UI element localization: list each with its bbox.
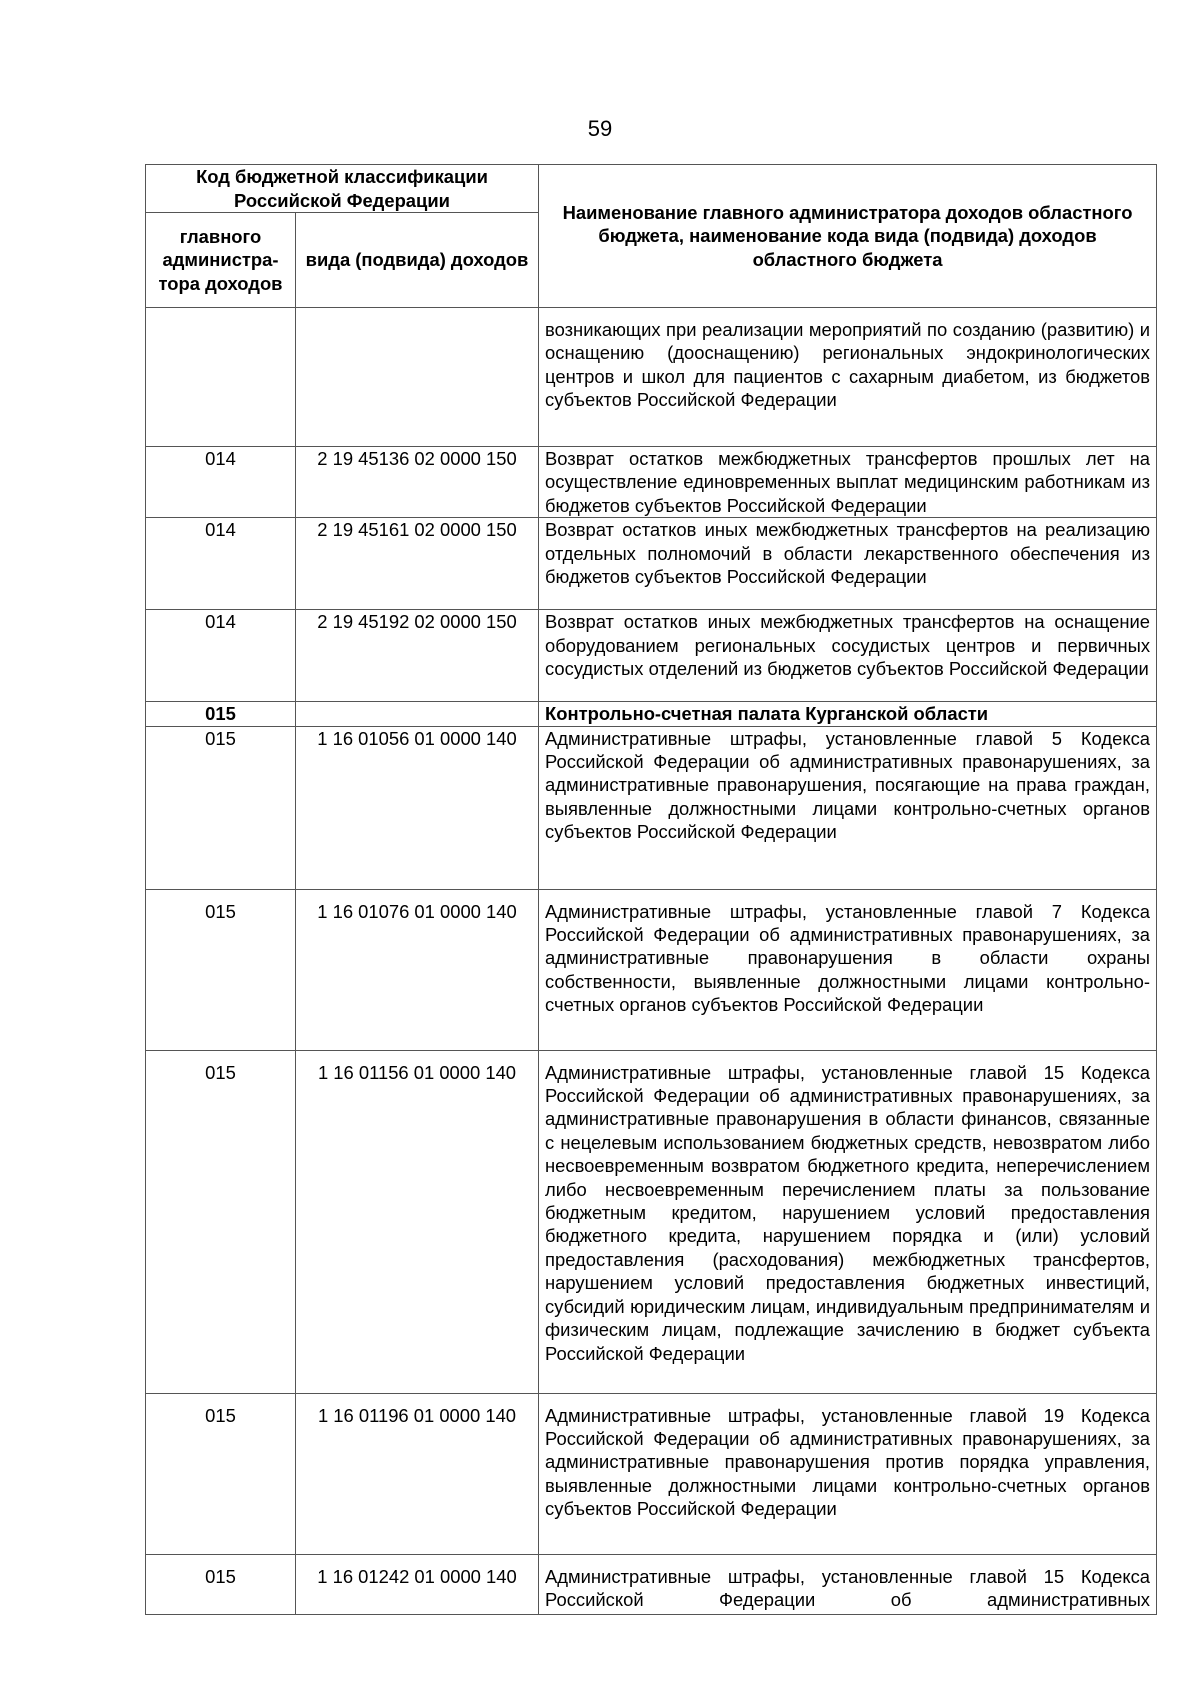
income-code-cell: 2 19 45161 02 0000 150: [296, 518, 539, 610]
income-name-cell: Административные штрафы, установленные главой 15 Кодекса Российской Федерации об административных правонарушениях, за административные правонарушения в области финансов, связанные с нецелевым использованием бюджетных средств, невозвратом либо несвоевременным возвратом бюджетного кредита, неперечислением либо несвоевременным перечислением платы за пользование бюджетным кредитом, нарушением условий предоставления бюджетного кредита, нарушением порядка и (или) условий предоставления (расходования) межбюджетных трансфертов, нарушением условий предоставления бюджетных инвестиций, субсидий юридическим лицам, индивидуальным предпринимателям и физическим лицам, подлежащие зачислению в бюджет субъекта Российской Федерации: [539, 1050, 1157, 1393]
admin-code-cell: 015: [146, 1393, 296, 1554]
admin-code-cell: 015: [146, 1554, 296, 1614]
admin-code-cell: 014: [146, 518, 296, 610]
table-row: [146, 1393, 1157, 1554]
income-code-cell: 1 16 01076 01 0000 140: [296, 889, 539, 1050]
income-code-cell: 2 19 45192 02 0000 150: [296, 610, 539, 702]
admin-code-cell: 014: [146, 610, 296, 702]
income-code-cell: 1 16 01056 01 0000 140: [296, 726, 539, 889]
income-name-cell: Контрольно-счетная палата Курганской области: [539, 702, 1157, 726]
admin-code-cell: 015: [146, 702, 296, 726]
table-row: [146, 447, 1157, 518]
admin-code-cell: 015: [146, 1050, 296, 1393]
income-name-cell: Возврат остатков межбюджетных трансфертов прошлых лет на осуществление единовременных выплат медицинским работникам из бюджетов субъектов Российской Федерации: [539, 447, 1157, 518]
table-row: [146, 518, 1157, 610]
income-code-cell: [296, 308, 539, 447]
admin-code-cell: 015: [146, 889, 296, 1050]
header-administrator-name: Наименование главного администратора доходов областного бюджета, наименование кода вида (подвида) доходов областного бюджета: [539, 165, 1157, 308]
income-name-cell: Административные штрафы, установленные главой 7 Кодекса Российской Федерации об административных правонарушениях, за административные правонарушения в области охраны собственности, выявленные должностными лицами контрольно-счетных органов субъектов Российской Федерации: [539, 889, 1157, 1050]
admin-code-cell: 015: [146, 726, 296, 889]
table-row: [146, 308, 1157, 447]
table-row: [146, 1554, 1157, 1614]
table-row: [146, 1050, 1157, 1393]
income-name-cell: Возврат остатков иных межбюджетных трансфертов на реализацию отдельных полномочий в области лекарственного обеспечения из бюджетов субъектов Российской Федерации: [539, 518, 1157, 610]
table-row: [146, 610, 1157, 702]
page-number: 59: [587, 116, 613, 141]
header-income-kind-code: вида (подвида) доходов: [296, 213, 539, 308]
header-admin-code: главного администра-тора доходов: [146, 213, 296, 308]
income-name-cell: возникающих при реализации мероприятий по созданию (развитию) и оснащению (дооснащению) региональных эндокринологических центров и школ для пациентов с сахарным диабетом, из бюджетов субъектов Российской Федерации: [539, 308, 1157, 447]
table-row: [146, 726, 1157, 889]
income-name-cell: Возврат остатков иных межбюджетных трансфертов на оснащение оборудованием региональных сосудистых центров и первичных сосудистых отделений из бюджетов субъектов Российской Федерации: [539, 610, 1157, 702]
income-name-cell: Административные штрафы, установленные главой 15 Кодекса Российской Федерации об административных: [539, 1554, 1157, 1614]
table-row: [146, 889, 1157, 1050]
income-code-cell: 1 16 01156 01 0000 140: [296, 1050, 539, 1393]
admin-code-cell: [146, 308, 296, 447]
income-code-cell: [296, 702, 539, 726]
table-row: [146, 702, 1157, 726]
income-name-cell: Административные штрафы, установленные главой 19 Кодекса Российской Федерации об административных правонарушениях, за административные правонарушения против порядка управления, выявленные должностными лицами контрольно-счетных органов субъектов Российской Федерации: [539, 1393, 1157, 1554]
income-code-cell: 2 19 45136 02 0000 150: [296, 447, 539, 518]
income-code-cell: 1 16 01242 01 0000 140: [296, 1554, 539, 1614]
income-name-cell: Административные штрафы, установленные главой 5 Кодекса Российской Федерации об административных правонарушениях, за административные правонарушения, посягающие на права граждан, выявленные должностными лицами контрольно-счетных органов субъектов Российской Федерации: [539, 726, 1157, 889]
header-classification-code: Код бюджетной классификации Российской Федерации: [146, 165, 539, 213]
admin-code-cell: 014: [146, 447, 296, 518]
income-codes-table: [145, 164, 1157, 1615]
income-code-cell: 1 16 01196 01 0000 140: [296, 1393, 539, 1554]
